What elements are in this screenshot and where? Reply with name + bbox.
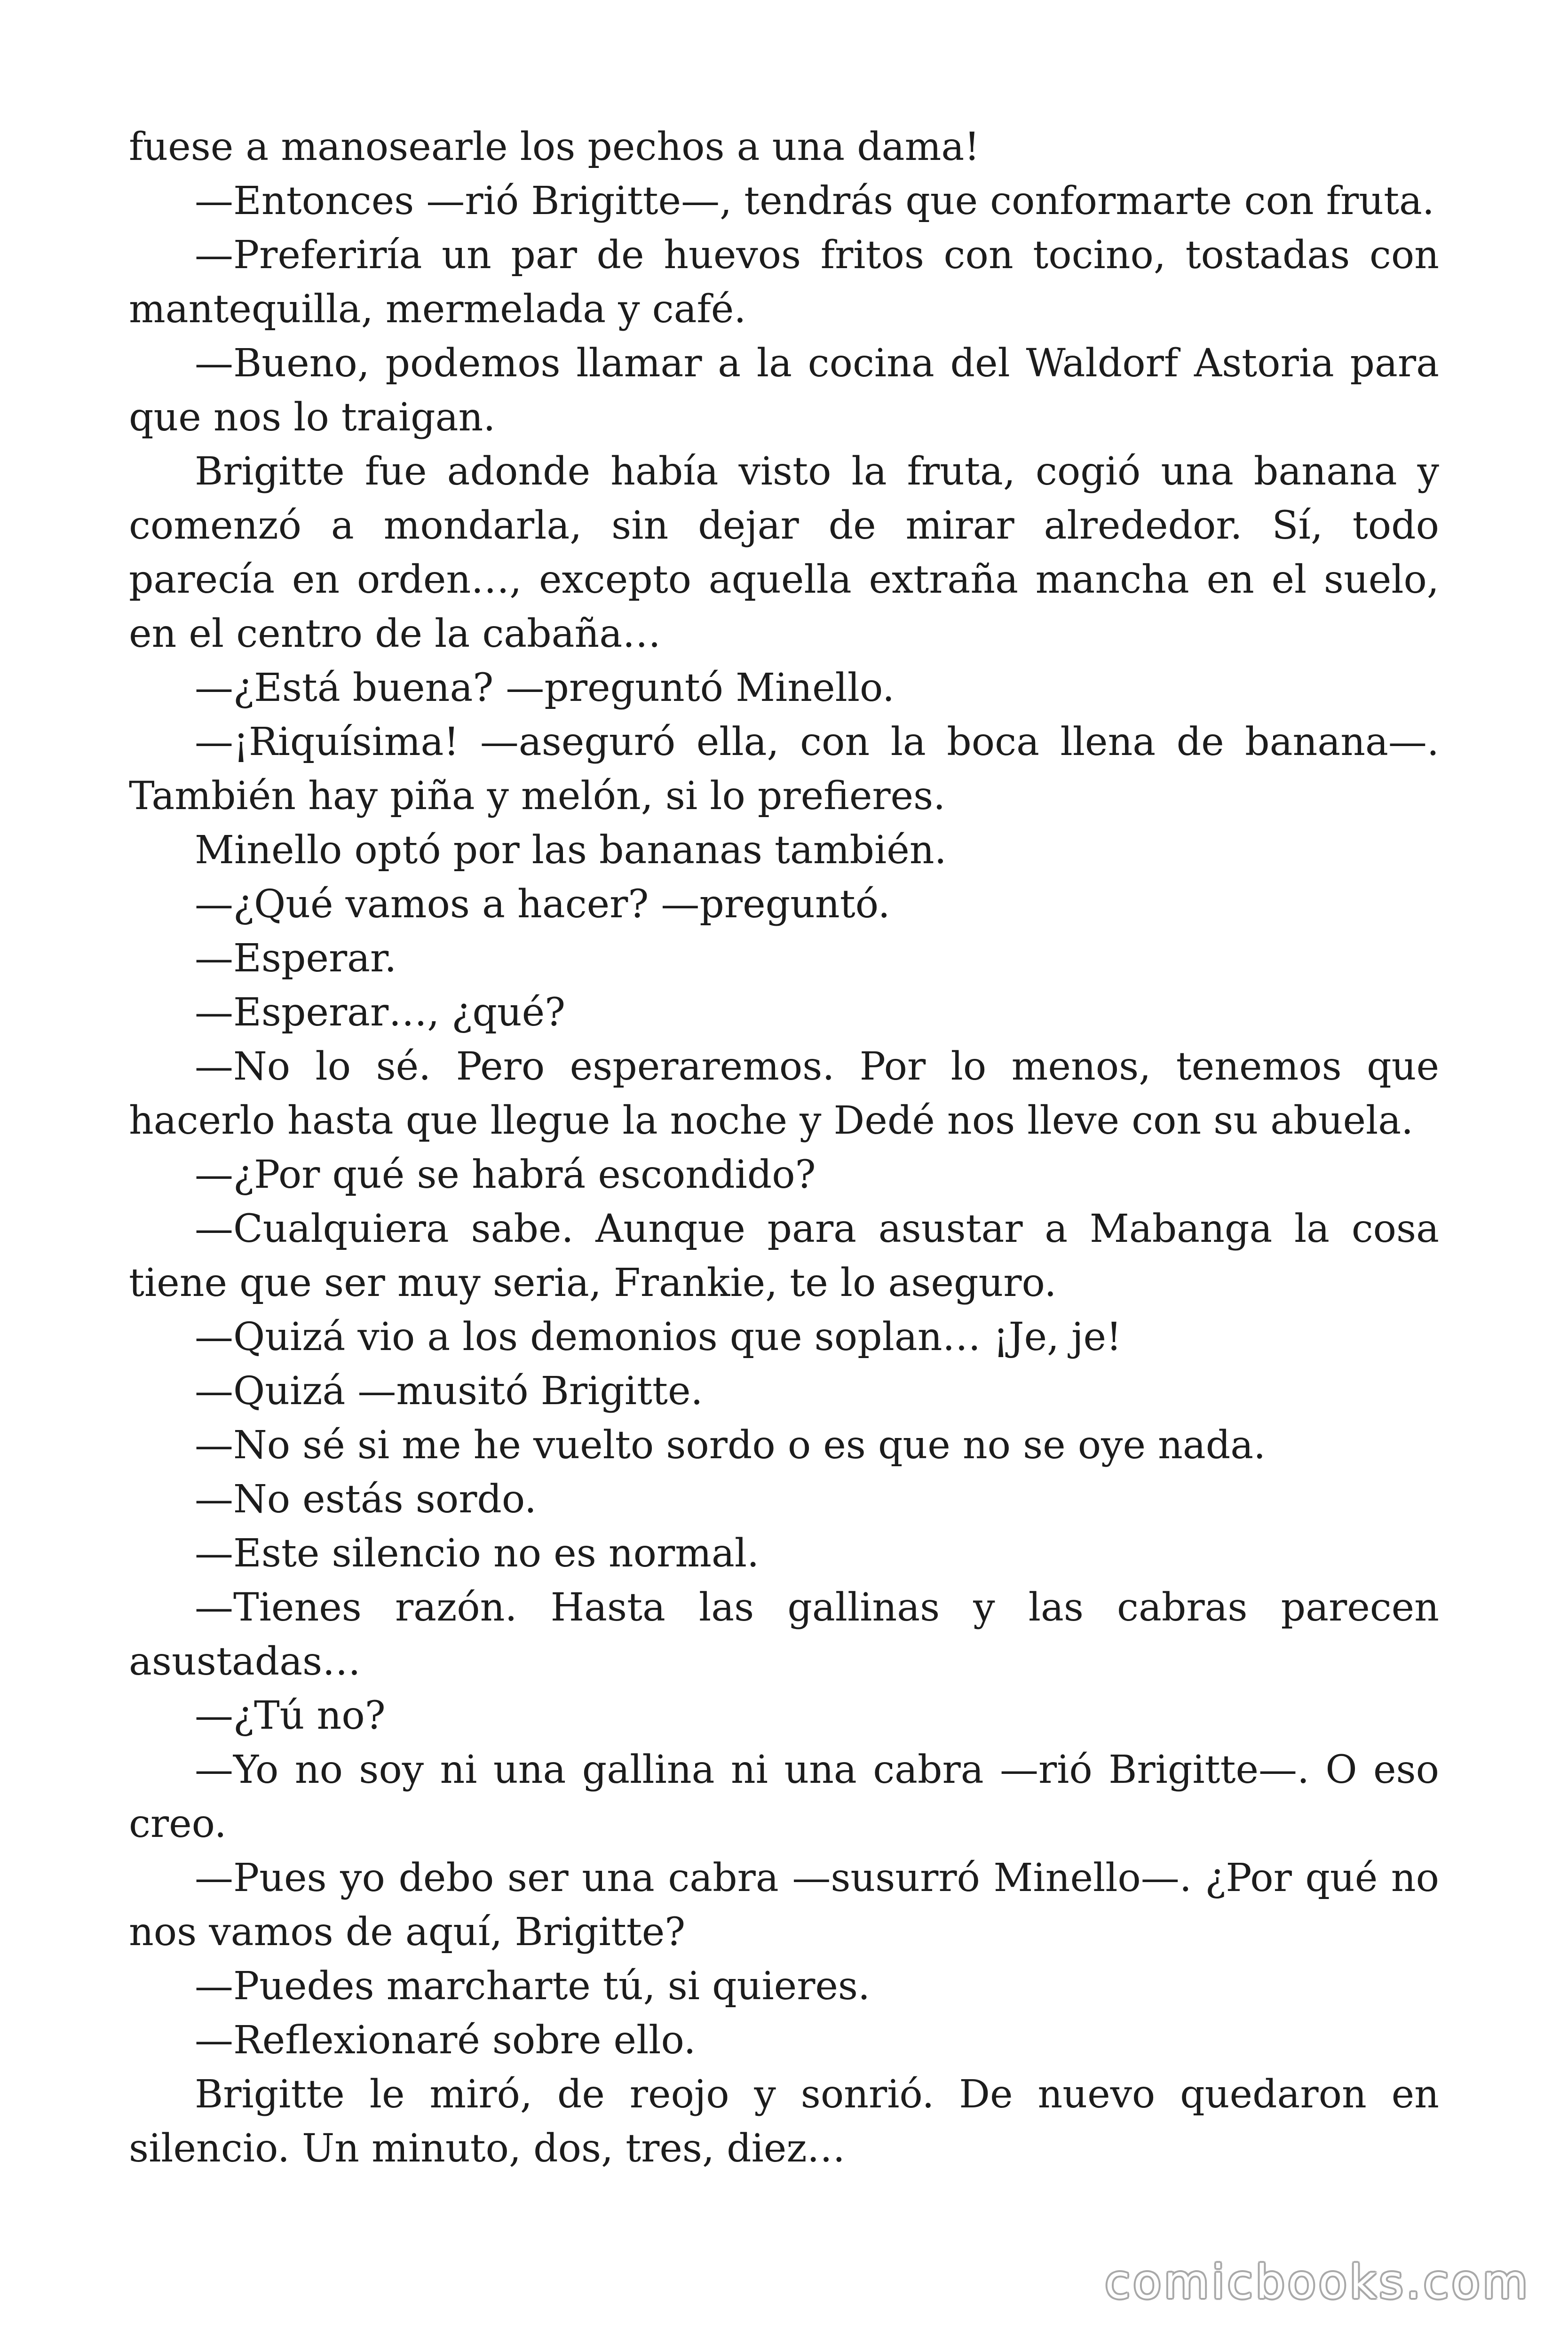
paragraph: —Reflexionaré sobre ello. (195, 2018, 696, 2063)
paragraph: —Entonces —rió Brigitte—, tendrás que conformarte con fruta. (195, 179, 1434, 223)
paragraph: —No estás sordo. (195, 1477, 537, 1522)
paragraph: fuese a manosearle los pechos a una dama! (129, 125, 980, 169)
paragraph: —Preferiría un par de huevos fritos con tocino, tostadas con mantequilla, mermelada y café. (129, 233, 1439, 332)
paragraph: —Yo no soy ni una gallina ni una cabra —rió Brigitte—. O eso creo. (129, 1748, 1439, 1846)
paragraph: Minello optó por las bananas también. (195, 828, 947, 873)
paragraph: —¿Tú no? (195, 1693, 386, 1738)
paragraph: —Bueno, podemos llamar a la cocina del Waldorf Astoria para que nos lo traigan. (129, 341, 1439, 440)
page-body (129, 120, 1439, 2176)
paragraph: Brigitte le miró, de reojo y sonrió. De nuevo quedaron en silencio. Un minuto, dos, tres, diez… (129, 2072, 1439, 2171)
paragraph: —Puedes marcharte tú, si quieres. (195, 1964, 871, 2009)
paragraph: —¿Por qué se habrá escondido? (195, 1152, 816, 1197)
watermark: comicbooks.com (1105, 2256, 1530, 2309)
paragraph: —Esperar…, ¿qué? (195, 990, 566, 1035)
paragraph: —Tienes razón. Hasta las gallinas y las cabras parecen asustadas… (129, 1585, 1439, 1684)
paragraph: Brigitte fue adonde había visto la fruta, cogió una banana y comenzó a mondarla, sin dejar de mirar alrededor. Sí, todo parecía en orden…, excepto aquella extraña mancha en el suelo, en el centro de la cabaña… (129, 449, 1439, 656)
paragraph: —No sé si me he vuelto sordo o es que no se oye nada. (195, 1423, 1266, 1468)
paragraph: —Esperar. (195, 936, 397, 981)
paragraph: —No lo sé. Pero esperaremos. Por lo menos, tenemos que hacerlo hasta que llegue la noche y Dedé nos lleve con su abuela. (129, 1044, 1439, 1143)
paragraph: —Quizá vio a los demonios que soplan… ¡Je, je! (195, 1315, 1122, 1359)
paragraph: —Cualquiera sabe. Aunque para asustar a Mabanga la cosa tiene que ser muy seria, Frankie, te lo aseguro. (129, 1207, 1439, 1305)
paragraph: —Este silencio no es normal. (195, 1531, 760, 1576)
paragraph: —¿Qué vamos a hacer? —preguntó. (195, 882, 890, 927)
paragraph: —¿Está buena? —preguntó Minello. (195, 666, 895, 710)
paragraph: —Pues yo debo ser una cabra —susurró Minello—. ¿Por qué no nos vamos de aquí, Brigitte? (129, 1856, 1439, 1955)
paragraph: —Quizá —musitó Brigitte. (195, 1369, 703, 1414)
paragraph: —¡Riquísima! —aseguró ella, con la boca llena de banana—. También hay piña y melón, si lo prefieres. (129, 720, 1439, 818)
